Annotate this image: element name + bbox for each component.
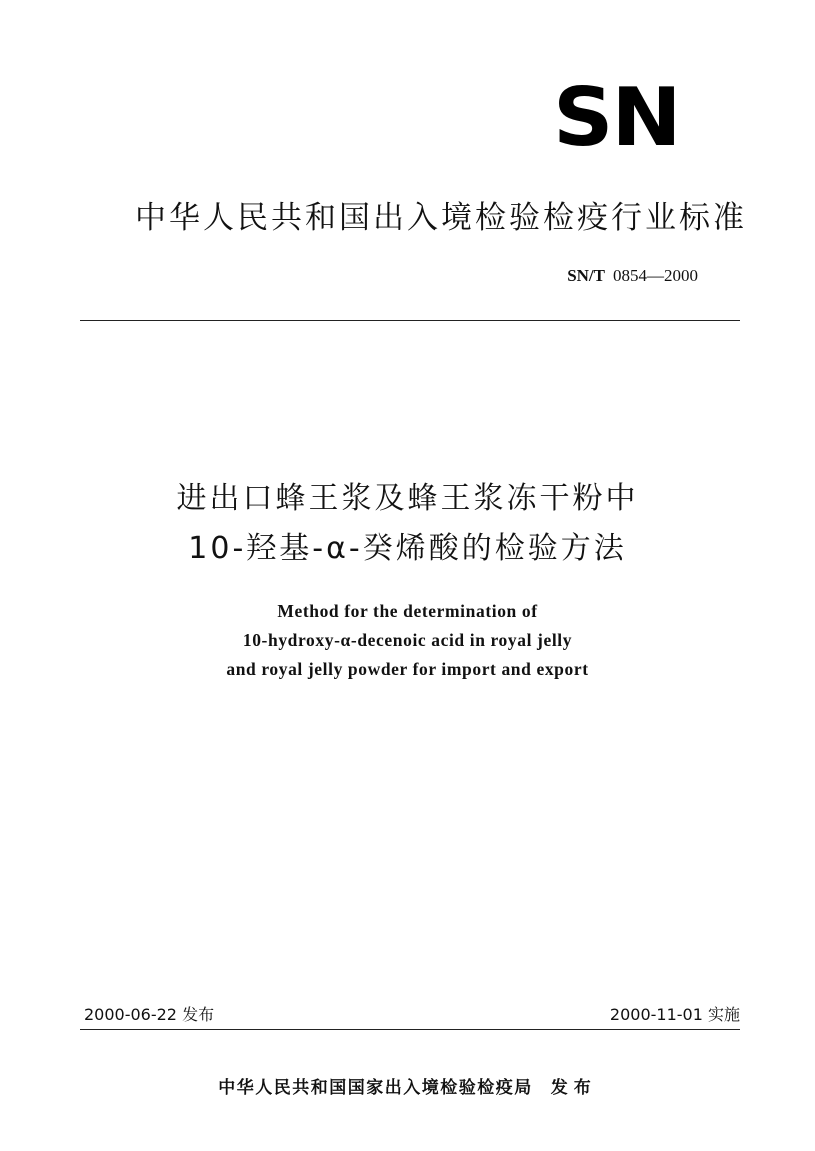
publish-date: 2000-06-22 发布 (84, 1005, 215, 1024)
title-cn-line-2: 10-羟基-α-癸烯酸的检验方法 (188, 531, 627, 566)
standard-category-title: 中华人民共和国出入境检验检疫行业标准 (135, 200, 747, 236)
title-en-line-3: and royal jelly powder for import and export (226, 659, 589, 679)
standard-number (567, 266, 698, 286)
issuer-name: 中华人民共和国国家出入境检验检疫局 (218, 1078, 533, 1098)
document-title-chinese (0, 474, 815, 574)
date-row (84, 1002, 740, 1024)
issuer-verb: 发布 (550, 1078, 597, 1098)
footer-divider (80, 1029, 740, 1030)
title-en-line-1: Method for the determination of (277, 601, 538, 621)
implementation-date: 2000-11-01 实施 (609, 1005, 740, 1024)
standard-code-prefix: SN/T (567, 266, 605, 285)
document-title-english (0, 597, 815, 684)
issuing-authority (0, 1073, 815, 1098)
title-en-line-2: 10-hydroxy-α-decenoic acid in royal jelly (242, 630, 573, 650)
title-cn-line-1: 进出口蜂王浆及蜂王浆冻干粉中 (176, 481, 639, 516)
header-divider (80, 320, 740, 321)
sn-logo: SN (553, 71, 680, 164)
standard-code-number: 0854—2000 (613, 266, 698, 285)
